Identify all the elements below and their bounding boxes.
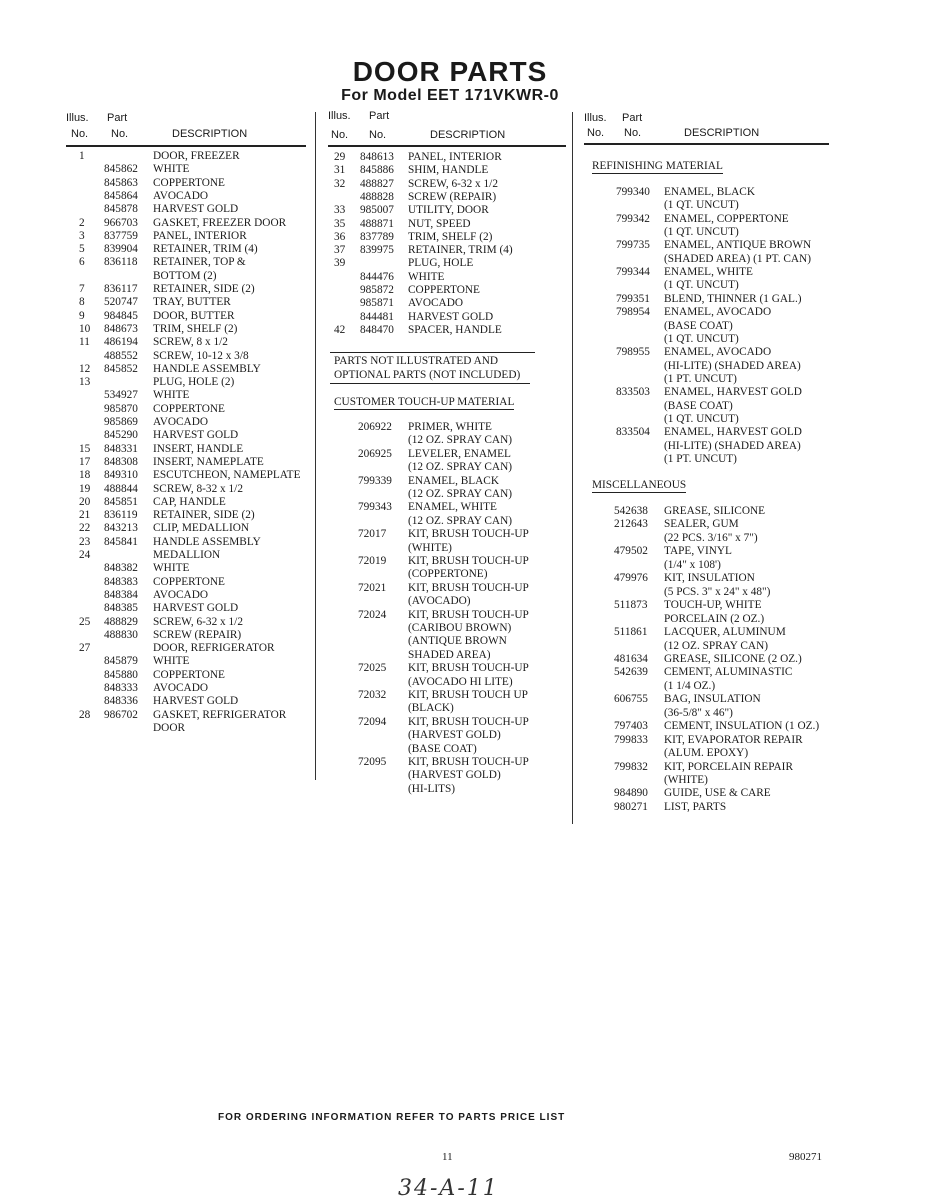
part-number: 985870 bbox=[104, 402, 138, 415]
part-number: 845880 bbox=[104, 668, 138, 681]
part-description: DOOR, FREEZER bbox=[153, 150, 240, 162]
part-number: 848331 bbox=[104, 442, 138, 455]
part-number: 848613 bbox=[360, 151, 394, 163]
part-number: 848673 bbox=[104, 322, 138, 335]
part-number: 844481 bbox=[360, 310, 394, 323]
part-description: (5 PCS. 3" x 24" x 48") bbox=[664, 585, 771, 598]
divider bbox=[66, 145, 306, 147]
part-number: 488827 bbox=[360, 177, 394, 190]
part-description: AVOCADO bbox=[153, 682, 209, 694]
part-description: TOUCH-UP, WHITE bbox=[664, 599, 762, 612]
part-description: CEMENT, INSULATION (1 OZ.) bbox=[664, 720, 820, 733]
illus-no: 29 bbox=[334, 151, 346, 163]
part-description: SCREW, 6-32 x 1/2 bbox=[153, 615, 243, 628]
part-description: LIST, PARTS bbox=[664, 800, 727, 813]
illus-no: 19 bbox=[79, 482, 91, 495]
part-number: 984845 bbox=[104, 309, 138, 322]
part-number: 848336 bbox=[104, 695, 138, 708]
part-description: (1 PT. UNCUT) bbox=[664, 453, 737, 465]
divider bbox=[330, 383, 530, 384]
illus-no: 24 bbox=[79, 549, 91, 561]
part-number: 833503 bbox=[616, 386, 650, 399]
illus-no: 1 bbox=[79, 150, 85, 162]
part-description: KIT, BRUSH TOUCH-UP bbox=[408, 608, 529, 621]
part-number: 797403 bbox=[614, 720, 648, 733]
part-description: KIT, BRUSH TOUCH-UP bbox=[408, 756, 529, 768]
part-description: PLUG, HOLE bbox=[408, 257, 474, 270]
part-description: (1 QT. UNCUT) bbox=[664, 412, 739, 425]
part-description: HARVEST GOLD bbox=[153, 602, 239, 615]
part-number: 72095 bbox=[358, 756, 387, 768]
part-number: 839904 bbox=[104, 243, 138, 256]
part-number: 488830 bbox=[104, 628, 138, 641]
illus-no: 17 bbox=[79, 455, 91, 468]
part-number: 836117 bbox=[104, 283, 138, 295]
part-number: 488844 bbox=[104, 482, 138, 495]
illus-no: 39 bbox=[334, 257, 346, 270]
part-description: INSERT, HANDLE bbox=[153, 442, 244, 455]
part-number: 488552 bbox=[104, 349, 138, 362]
illus-no: 5 bbox=[79, 243, 85, 256]
part-description: BLEND, THINNER (1 GAL.) bbox=[664, 292, 802, 305]
part-description: (36-5/8" x 46") bbox=[664, 706, 733, 719]
column-divider bbox=[315, 112, 316, 780]
illus-no: 22 bbox=[79, 522, 91, 535]
part-number: 843213 bbox=[104, 522, 138, 535]
part-description: SCREW, 8 x 1/2 bbox=[153, 336, 228, 349]
part-description: ENAMEL, HARVEST GOLD bbox=[664, 426, 802, 439]
section-title-refinishing: REFINISHING MATERIAL bbox=[592, 160, 723, 172]
document-number: 980271 bbox=[789, 1151, 822, 1163]
part-description: (1 QT. UNCUT) bbox=[664, 332, 739, 345]
section-title-touchup: CUSTOMER TOUCH-UP MATERIAL bbox=[334, 396, 515, 408]
part-description: KIT, EVAPORATOR REPAIR bbox=[664, 733, 803, 746]
part-description: SCREW, 6-32 x 1/2 bbox=[408, 177, 498, 190]
part-number: 798955 bbox=[616, 346, 650, 359]
part-description: (CARIBOU BROWN) bbox=[408, 622, 512, 634]
part-description: ENAMEL, WHITE bbox=[664, 266, 753, 279]
part-description: DOOR, BUTTER bbox=[153, 309, 235, 322]
part-description: SCREW (REPAIR) bbox=[408, 190, 497, 203]
illus-no: 13 bbox=[79, 376, 91, 389]
illus-no: 12 bbox=[79, 362, 91, 375]
illus-no: 25 bbox=[79, 615, 91, 628]
part-description: (1 PT. UNCUT) bbox=[664, 372, 737, 385]
illus-no: 7 bbox=[79, 283, 85, 295]
divider bbox=[328, 145, 566, 147]
part-description: GREASE, SILICONE (2 OZ.) bbox=[664, 652, 802, 665]
part-description: BAG, INSULATION bbox=[664, 693, 761, 706]
not-illustrated-line: OPTIONAL PARTS (NOT INCLUDED) bbox=[334, 369, 521, 381]
part-number: 799344 bbox=[616, 266, 650, 279]
part-description: RETAINER, TRIM (4) bbox=[408, 244, 513, 257]
part-number: 836118 bbox=[104, 256, 138, 269]
col-illus: Illus. bbox=[584, 112, 607, 124]
part-description: (12 OZ. SPRAY CAN) bbox=[408, 434, 512, 447]
part-description: WHITE bbox=[153, 389, 190, 402]
not-illustrated-line: PARTS NOT ILLUSTRATED AND bbox=[334, 355, 499, 367]
part-number: 72024 bbox=[358, 608, 387, 621]
col-description: DESCRIPTION bbox=[684, 127, 760, 139]
part-description: ENAMEL, AVOCADO bbox=[664, 346, 772, 359]
part-number: 799351 bbox=[616, 292, 650, 305]
part-description: KIT, BRUSH TOUCH-UP bbox=[408, 715, 529, 728]
page-title: DOOR PARTS bbox=[352, 56, 548, 87]
part-description: TRIM, SHELF (2) bbox=[408, 230, 493, 243]
part-number: 481634 bbox=[614, 652, 648, 665]
part-number: 985869 bbox=[104, 416, 138, 428]
part-number: 799343 bbox=[358, 501, 392, 514]
part-description: (WHITE) bbox=[664, 774, 708, 786]
part-number: 479502 bbox=[614, 545, 648, 558]
illus-no: 23 bbox=[79, 535, 91, 548]
part-number: 206922 bbox=[358, 421, 392, 433]
illus-no: 42 bbox=[334, 323, 346, 336]
part-number: 848385 bbox=[104, 602, 138, 615]
part-description: HARVEST GOLD bbox=[153, 429, 239, 442]
part-description: ESCUTCHEON, NAMEPLATE bbox=[153, 469, 301, 482]
divider bbox=[584, 143, 829, 145]
part-description: (HARVEST GOLD) bbox=[408, 769, 501, 782]
illus-no: 28 bbox=[79, 708, 91, 721]
part-number: 845886 bbox=[360, 164, 394, 177]
part-description: AVOCADO bbox=[153, 588, 209, 601]
part-description: (1 QT. UNCUT) bbox=[664, 279, 739, 292]
part-number: 72094 bbox=[358, 715, 387, 728]
part-description: PLUG, HOLE (2) bbox=[153, 376, 235, 389]
part-description: KIT, BRUSH TOUCH-UP bbox=[408, 662, 529, 675]
part-description: (WHITE) bbox=[408, 541, 452, 554]
part-description: RETAINER, SIDE (2) bbox=[153, 283, 255, 295]
part-number: 845290 bbox=[104, 429, 138, 442]
part-number: 836119 bbox=[104, 509, 138, 522]
part-number: 845864 bbox=[104, 189, 138, 202]
part-description: (BASE COAT) bbox=[664, 319, 733, 332]
part-number: 488828 bbox=[360, 190, 394, 203]
part-number: 839975 bbox=[360, 244, 394, 257]
part-description: GASKET, FREEZER DOOR bbox=[153, 216, 287, 229]
illus-no: 10 bbox=[79, 322, 91, 335]
part-description: CAP, HANDLE bbox=[153, 495, 226, 508]
part-description: (COPPERTONE) bbox=[408, 568, 488, 581]
part-number: 542638 bbox=[614, 505, 648, 517]
part-number: 72019 bbox=[358, 555, 387, 567]
part-description: SCREW (REPAIR) bbox=[153, 628, 242, 641]
illus-no: 8 bbox=[79, 296, 85, 309]
part-description: RETAINER, TOP & bbox=[153, 256, 246, 269]
col-description: DESCRIPTION bbox=[172, 128, 248, 140]
part-number: 72021 bbox=[358, 581, 387, 594]
illus-no: 18 bbox=[79, 469, 91, 482]
part-description: PANEL, INTERIOR bbox=[408, 151, 502, 163]
illus-no: 35 bbox=[334, 217, 346, 230]
part-description: INSERT, NAMEPLATE bbox=[153, 455, 264, 468]
part-number: 848382 bbox=[104, 562, 138, 575]
part-number: 799339 bbox=[358, 474, 392, 487]
part-description: TRAY, BUTTER bbox=[153, 296, 231, 309]
part-description: PRIMER, WHITE bbox=[408, 421, 492, 433]
part-number: 845841 bbox=[104, 535, 138, 548]
part-description: (12 OZ. SPRAY CAN) bbox=[408, 514, 512, 527]
part-description: HARVEST GOLD bbox=[153, 203, 239, 216]
part-description: PANEL, INTERIOR bbox=[153, 229, 247, 242]
part-description: (BLACK) bbox=[408, 702, 454, 715]
col-no: No. bbox=[624, 127, 642, 139]
part-number: 511861 bbox=[614, 626, 648, 639]
part-description: (ALUM. EPOXY) bbox=[664, 747, 749, 760]
part-description: HARVEST GOLD bbox=[408, 310, 494, 323]
illus-no: 33 bbox=[334, 204, 346, 217]
part-description: SHIM, HANDLE bbox=[408, 164, 489, 177]
part-number: 837759 bbox=[104, 229, 138, 242]
part-description: DOOR, REFRIGERATOR bbox=[153, 642, 275, 655]
part-description: (12 OZ. SPRAY CAN) bbox=[408, 488, 512, 500]
illus-no: 32 bbox=[334, 177, 346, 190]
part-description: AVOCADO bbox=[408, 297, 464, 310]
part-description: WHITE bbox=[153, 562, 190, 575]
part-number: 985872 bbox=[360, 284, 394, 296]
part-description: (12 OZ. SPRAY CAN) bbox=[408, 461, 512, 474]
divider bbox=[330, 352, 535, 353]
part-number: 798954 bbox=[616, 306, 650, 319]
part-description: SPACER, HANDLE bbox=[408, 323, 502, 336]
part-description: AVOCADO bbox=[153, 416, 209, 428]
ordering-note: FOR ORDERING INFORMATION REFER TO PARTS PRICE LIST bbox=[218, 1112, 566, 1123]
col-no: No. bbox=[587, 127, 605, 139]
part-number: 845851 bbox=[104, 495, 138, 508]
part-number: 606755 bbox=[614, 693, 648, 706]
section-title-misc: MISCELLANEOUS bbox=[592, 479, 687, 491]
part-description: SCREW, 10-12 x 3/8 bbox=[153, 349, 249, 362]
part-number: 849310 bbox=[104, 469, 138, 482]
column-divider bbox=[572, 112, 573, 824]
illus-no: 27 bbox=[79, 642, 91, 655]
illus-no: 6 bbox=[79, 256, 85, 269]
part-description: COPPERTONE bbox=[153, 668, 225, 681]
part-number: 486194 bbox=[104, 336, 138, 349]
part-description: KIT, BRUSH TOUCH-UP bbox=[408, 555, 529, 567]
part-number: 488829 bbox=[104, 615, 138, 628]
part-description: (HI-LITE) (SHADED AREA) bbox=[664, 359, 801, 372]
illus-no: 31 bbox=[334, 164, 346, 177]
part-number: 848470 bbox=[360, 323, 394, 336]
part-number: 844476 bbox=[360, 270, 394, 283]
part-number: 848333 bbox=[104, 682, 138, 694]
part-description: COPPERTONE bbox=[153, 575, 225, 588]
col-description: DESCRIPTION bbox=[430, 129, 506, 141]
part-number: 845863 bbox=[104, 176, 138, 189]
part-description: ENAMEL, ANTIQUE BROWN bbox=[664, 239, 812, 252]
part-description: HANDLE ASSEMBLY bbox=[153, 362, 261, 375]
part-description: KIT, BRUSH TOUCH UP bbox=[408, 689, 528, 701]
page-number: 11 bbox=[442, 1151, 453, 1163]
part-description: HANDLE ASSEMBLY bbox=[153, 535, 261, 548]
part-description: (22 PCS. 3/16" x 7") bbox=[664, 531, 758, 544]
part-description: NUT, SPEED bbox=[408, 217, 471, 230]
part-number: 845862 bbox=[104, 163, 138, 176]
part-description: COPPERTONE bbox=[408, 284, 480, 296]
part-description: AVOCADO bbox=[153, 189, 209, 202]
part-number: 966703 bbox=[104, 216, 138, 229]
part-description: SHADED AREA) bbox=[408, 648, 491, 661]
part-description: (HARVEST GOLD) bbox=[408, 729, 501, 742]
illus-no: 37 bbox=[334, 244, 346, 257]
part-description: (1/4" x 108') bbox=[664, 558, 721, 571]
illus-no: 21 bbox=[79, 509, 91, 522]
part-number: 845852 bbox=[104, 362, 138, 375]
model-subtitle: For Model EET 171VKWR-0 bbox=[341, 87, 559, 104]
col-part: Part bbox=[369, 110, 390, 122]
handwritten-note: 34-A-11 bbox=[398, 1176, 499, 1200]
part-description: ENAMEL, WHITE bbox=[408, 501, 497, 514]
part-description: WHITE bbox=[153, 655, 190, 668]
part-description: ENAMEL, BLACK bbox=[408, 474, 499, 487]
part-description: RETAINER, SIDE (2) bbox=[153, 509, 255, 522]
part-number: 848308 bbox=[104, 455, 138, 468]
part-description: (BASE COAT) bbox=[408, 742, 477, 755]
part-number: 212643 bbox=[614, 518, 648, 531]
part-description: CEMENT, ALUMINASTIC bbox=[664, 666, 793, 679]
part-description: (1 QT. UNCUT) bbox=[664, 199, 739, 212]
part-description: MEDALLION bbox=[153, 549, 221, 561]
part-description: TAPE, VINYL bbox=[664, 545, 732, 558]
part-number: 848383 bbox=[104, 575, 138, 588]
part-description: GUIDE, USE & CARE bbox=[664, 787, 771, 800]
col-no: No. bbox=[71, 128, 89, 140]
col-illus: Illus. bbox=[328, 110, 351, 122]
part-description: WHITE bbox=[153, 163, 190, 176]
part-description: COPPERTONE bbox=[153, 402, 225, 415]
part-description: KIT, PORCELAIN REPAIR bbox=[664, 760, 793, 773]
part-description: (BASE COAT) bbox=[664, 399, 733, 412]
part-description: (1 QT. UNCUT) bbox=[664, 226, 739, 239]
illus-no: 20 bbox=[79, 495, 91, 508]
part-description: LACQUER, ALUMINUM bbox=[664, 626, 786, 639]
part-number: 799833 bbox=[614, 733, 648, 746]
illus-no: 36 bbox=[334, 230, 346, 243]
col-no: No. bbox=[369, 129, 387, 141]
part-description: TRIM, SHELF (2) bbox=[153, 322, 238, 335]
part-description: GREASE, SILICONE bbox=[664, 505, 766, 517]
part-description: (AVOCADO HI LITE) bbox=[408, 675, 513, 688]
part-number: 542639 bbox=[614, 666, 648, 679]
part-number: 985871 bbox=[360, 297, 394, 310]
part-number: 479976 bbox=[614, 572, 648, 585]
part-description: ENAMEL, BLACK bbox=[664, 186, 755, 198]
part-description: (HI-LITE) (SHADED AREA) bbox=[664, 439, 801, 452]
part-description: DOOR bbox=[153, 721, 186, 734]
part-number: 845879 bbox=[104, 655, 138, 668]
part-number: 534927 bbox=[104, 389, 138, 402]
part-number: 845878 bbox=[104, 203, 138, 216]
part-number: 72025 bbox=[358, 662, 387, 675]
part-description: ENAMEL, AVOCADO bbox=[664, 306, 772, 319]
part-number: 985007 bbox=[360, 204, 394, 217]
part-number: 72032 bbox=[358, 689, 387, 701]
part-number: 799832 bbox=[614, 760, 648, 773]
part-description: LEVELER, ENAMEL bbox=[408, 447, 511, 460]
part-number: 488871 bbox=[360, 217, 394, 230]
part-description: GASKET, REFRIGERATOR bbox=[153, 708, 287, 721]
col-illus: Illus. bbox=[66, 112, 89, 124]
part-description: KIT, BRUSH TOUCH-UP bbox=[408, 581, 529, 594]
part-description: (SHADED AREA) (1 PT. CAN) bbox=[664, 252, 811, 265]
part-number: 986702 bbox=[104, 708, 138, 721]
part-description: PORCELAIN (2 OZ.) bbox=[664, 612, 765, 625]
part-description: CLIP, MEDALLION bbox=[153, 522, 250, 535]
illus-no: 11 bbox=[79, 336, 90, 349]
part-description: HARVEST GOLD bbox=[153, 695, 239, 708]
part-number: 520747 bbox=[104, 296, 138, 309]
part-description: RETAINER, TRIM (4) bbox=[153, 243, 258, 256]
part-number: 799342 bbox=[616, 212, 650, 225]
part-description: COPPERTONE bbox=[153, 176, 225, 189]
part-number: 511873 bbox=[614, 599, 648, 612]
illus-no: 15 bbox=[79, 442, 91, 455]
part-description: ENAMEL, COPPERTONE bbox=[664, 212, 789, 225]
part-description: SEALER, GUM bbox=[664, 518, 739, 531]
part-description: SCREW, 8-32 x 1/2 bbox=[153, 482, 243, 495]
part-description: (12 OZ. SPRAY CAN) bbox=[664, 639, 768, 652]
part-description: UTILITY, DOOR bbox=[408, 204, 489, 217]
part-number: 206925 bbox=[358, 447, 392, 460]
illus-no: 3 bbox=[79, 229, 85, 242]
part-description: ENAMEL, HARVEST GOLD bbox=[664, 386, 802, 399]
part-number: 799735 bbox=[616, 239, 650, 252]
part-description: (ANTIQUE BROWN bbox=[408, 635, 507, 648]
part-description: WHITE bbox=[408, 270, 445, 283]
part-number: 72017 bbox=[358, 528, 387, 541]
part-description: KIT, INSULATION bbox=[664, 572, 755, 585]
col-part: Part bbox=[107, 112, 128, 124]
part-description: (1 1/4 OZ.) bbox=[664, 679, 716, 692]
part-number: 837789 bbox=[360, 230, 394, 243]
part-description: KIT, BRUSH TOUCH-UP bbox=[408, 528, 529, 541]
part-number: 799340 bbox=[616, 186, 650, 198]
col-part: Part bbox=[622, 112, 643, 124]
illus-no: 9 bbox=[79, 309, 85, 322]
part-description: BOTTOM (2) bbox=[153, 269, 217, 282]
part-number: 848384 bbox=[104, 588, 138, 601]
part-number: 984890 bbox=[614, 787, 648, 800]
illus-no: 2 bbox=[79, 216, 85, 229]
part-number: 980271 bbox=[614, 800, 648, 813]
part-description: (HI-LITS) bbox=[408, 782, 456, 795]
col-no: No. bbox=[111, 128, 129, 140]
col-no: No. bbox=[331, 129, 349, 141]
part-description: (AVOCADO) bbox=[408, 595, 471, 608]
part-number: 833504 bbox=[616, 426, 650, 439]
